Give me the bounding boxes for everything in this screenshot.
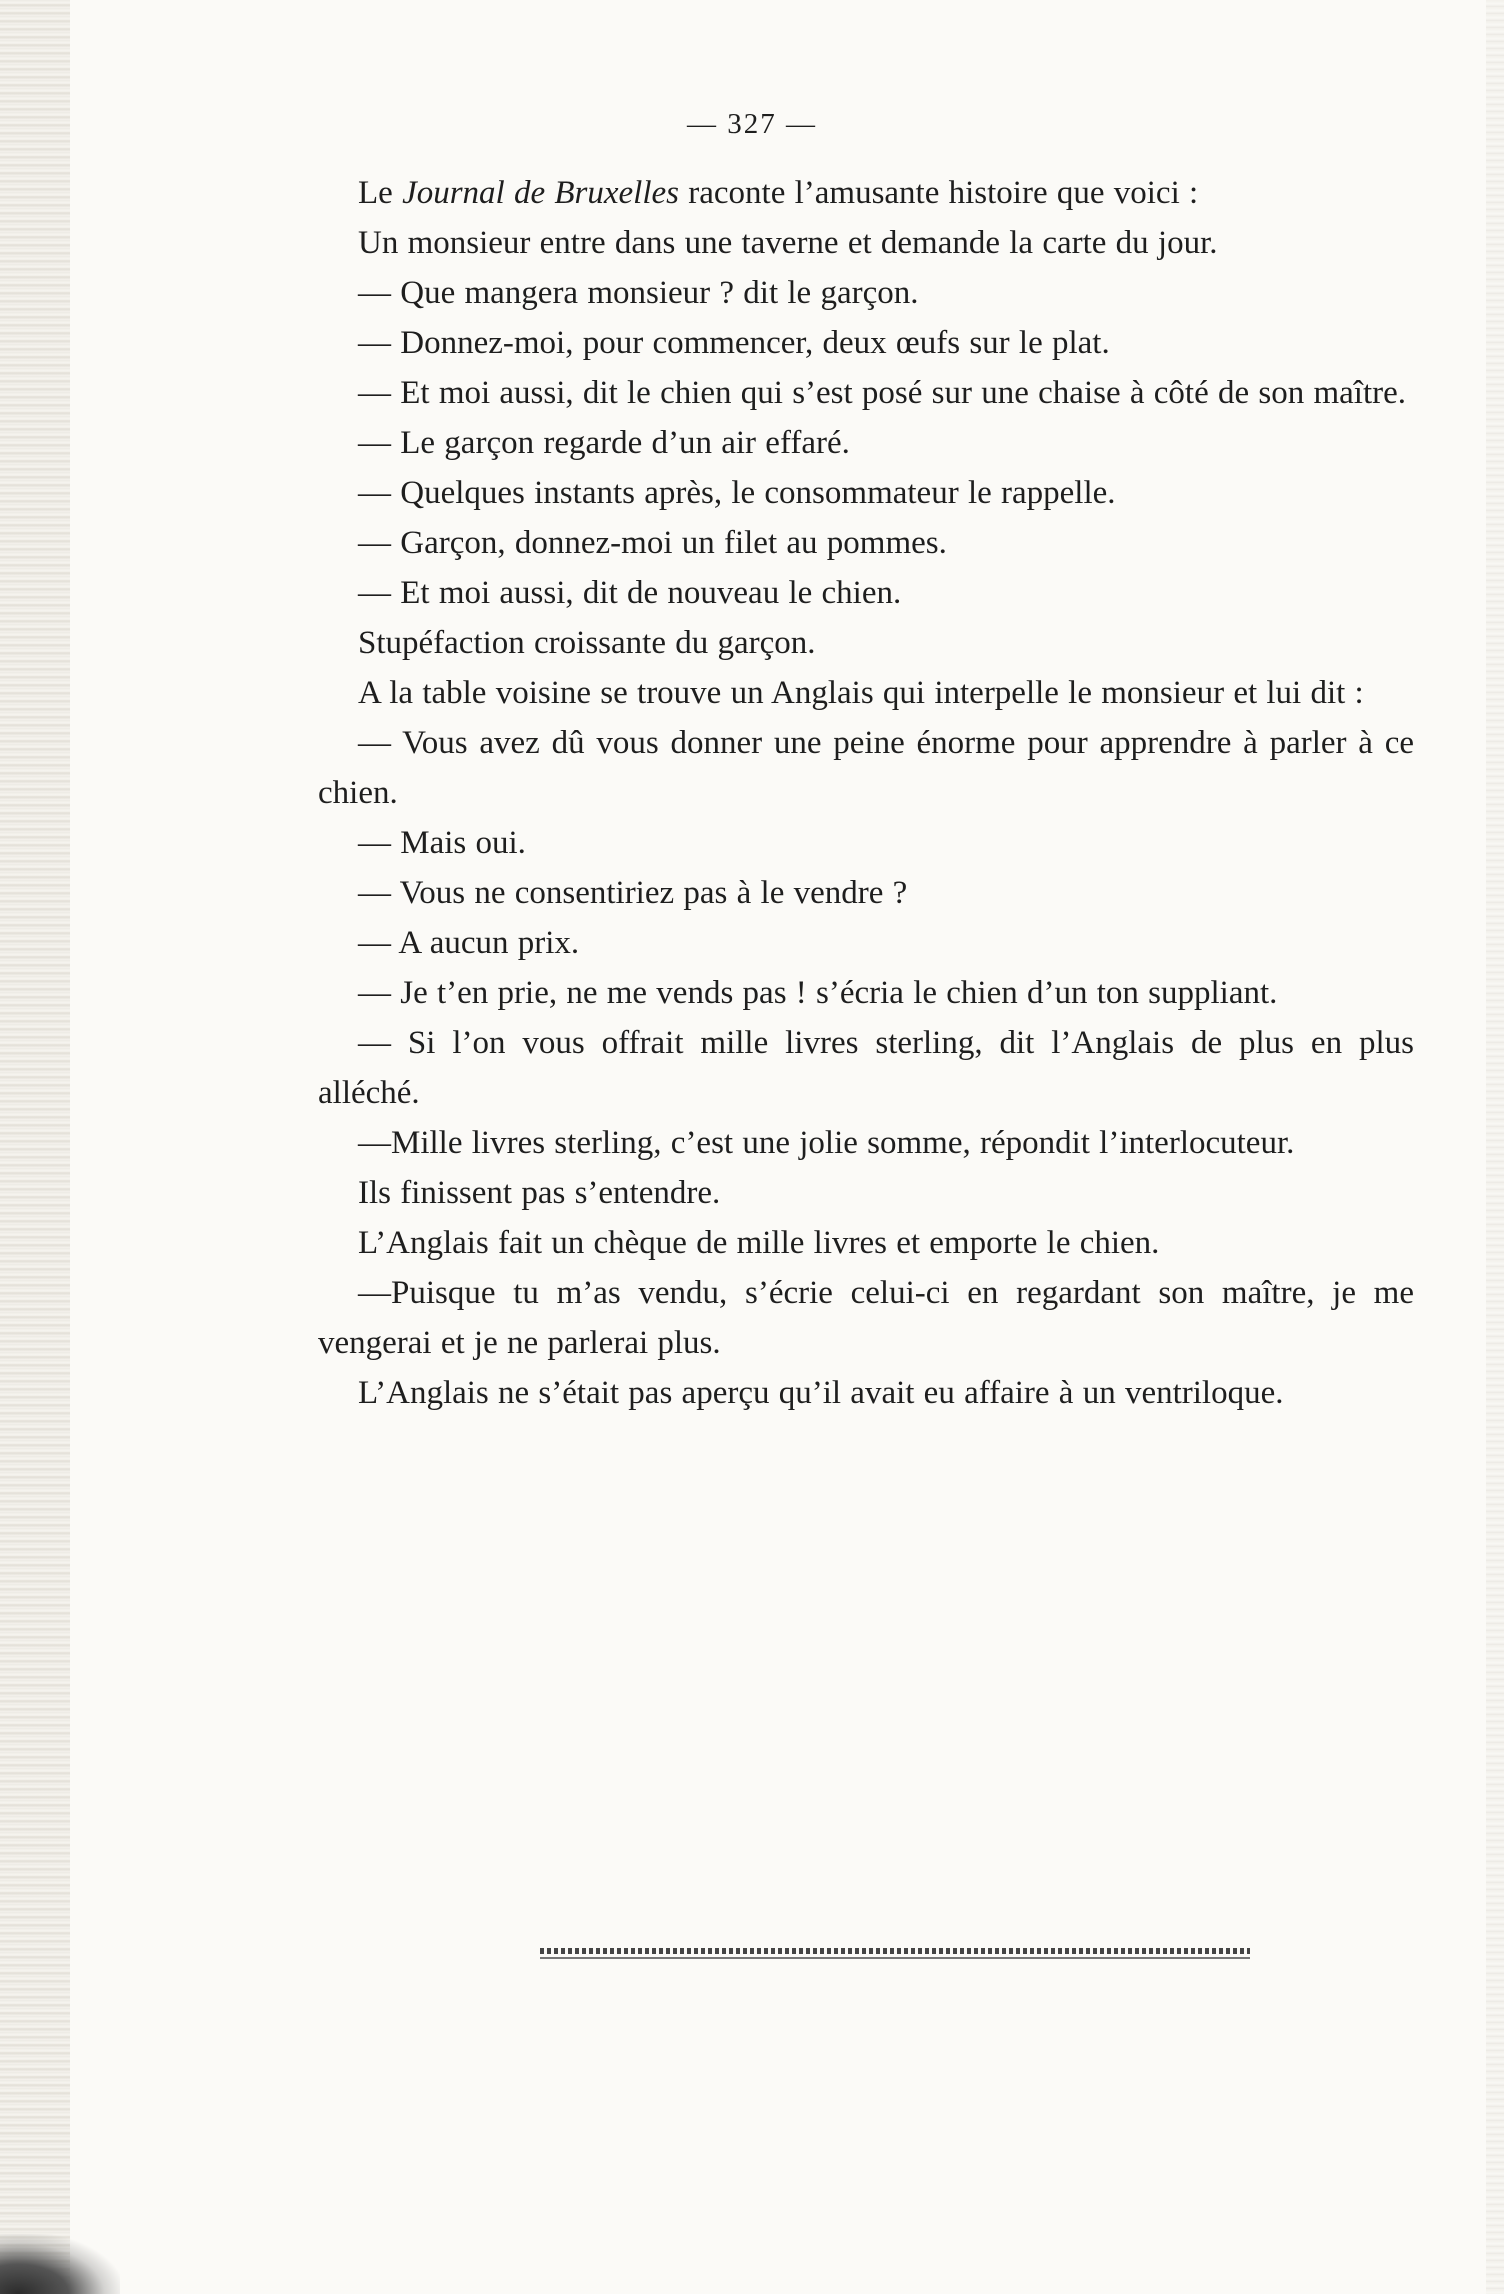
paragraph: —Mille livres sterling, c’est une jolie somme, répondit l’interlocuteur. xyxy=(358,1125,1295,1161)
journal-title: Journal de Bruxelles xyxy=(402,175,679,211)
paragraph: Ils finissent pas s’entendre. xyxy=(358,1175,721,1211)
paragraph: Stupéfaction croissante du garçon. xyxy=(358,625,816,661)
scan-corner-blot xyxy=(0,2234,120,2294)
section-divider-dots xyxy=(540,1948,1250,1954)
paragraph: — Donnez-moi, pour commencer, deux œufs sur le plat. xyxy=(358,325,1110,361)
paragraph: A la table voisine se trouve un Anglais qui interpelle le monsieur et lui dit : xyxy=(358,675,1364,711)
paragraph: — Si l’on vous offrait mille livres sterling, dit l’Anglais de plus en plus alléché. xyxy=(318,1025,1414,1111)
intro-paragraph xyxy=(318,168,1414,218)
scan-left-margin xyxy=(0,0,70,2294)
paragraph: — Quelques instants après, le consommateur le rappelle. xyxy=(358,475,1116,511)
paragraph: — Garçon, donnez-moi un filet au pommes. xyxy=(358,525,947,561)
paragraph: — Je t’en prie, ne me vends pas ! s’écria le chien d’un ton suppliant. xyxy=(358,975,1278,1011)
paragraph: — Et moi aussi, dit de nouveau le chien. xyxy=(358,575,902,611)
paragraph: L’Anglais fait un chèque de mille livres et emporte le chien. xyxy=(358,1225,1160,1261)
intro-suffix: raconte l’amusante histoire que voici : xyxy=(679,175,1199,211)
paragraph: — Mais oui. xyxy=(358,825,526,861)
section-divider-line xyxy=(540,1957,1250,1959)
paragraph: — Vous ne consentiriez pas à le vendre ? xyxy=(358,875,908,911)
paragraph: —Puisque tu m’as vendu, s’écrie celui-ci en regardant son maître, je me vengerai et je ne parlerai plus. xyxy=(318,1275,1414,1361)
scan-right-margin xyxy=(1486,0,1504,2294)
page-number: — 327 — xyxy=(687,108,817,140)
intro-prefix: Le xyxy=(358,175,403,211)
paragraph: L’Anglais ne s’était pas aperçu qu’il avait eu affaire à un ventriloque. xyxy=(358,1375,1284,1411)
paragraph: — Que mangera monsieur ? dit le garçon. xyxy=(358,275,919,311)
paragraph: — Le garçon regarde d’un air effaré. xyxy=(358,425,850,461)
paragraph: — Vous avez dû vous donner une peine énorme pour apprendre à parler à ce chien. xyxy=(318,725,1414,811)
article-body xyxy=(318,168,1414,1418)
paragraph: — A aucun prix. xyxy=(358,925,580,961)
paragraph: Un monsieur entre dans une taverne et demande la carte du jour. xyxy=(358,225,1218,261)
paragraph: — Et moi aussi, dit le chien qui s’est posé sur une chaise à côté de son maître. xyxy=(358,375,1406,411)
